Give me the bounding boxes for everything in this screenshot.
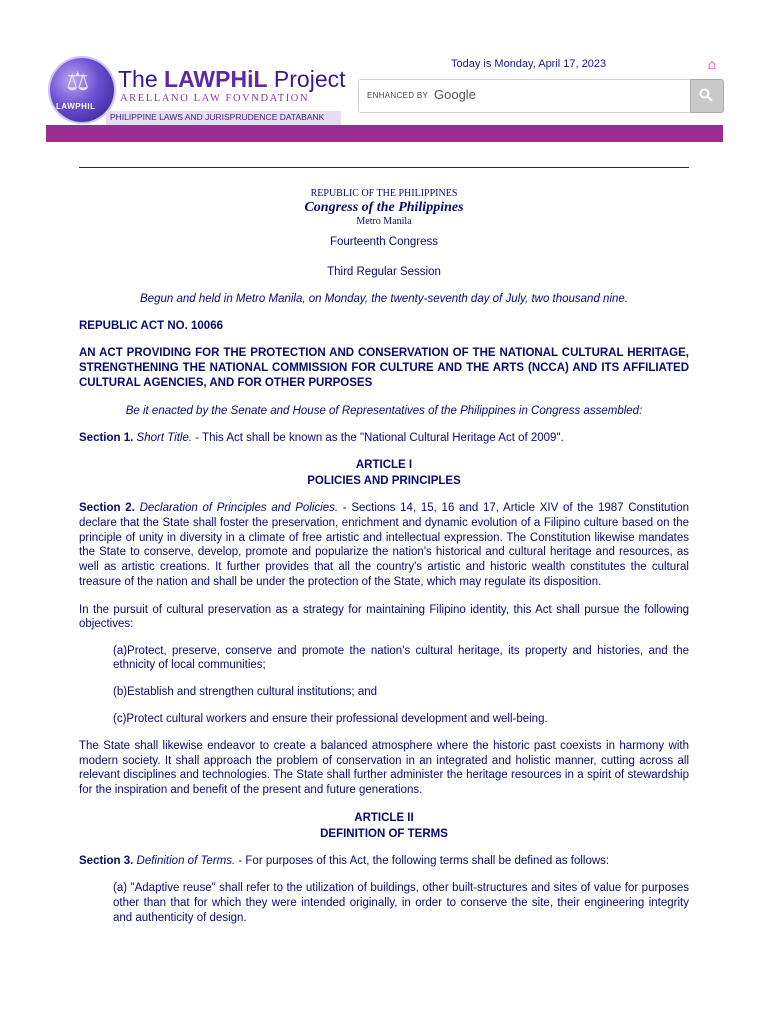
search-button[interactable]: [690, 79, 724, 113]
google-logo: Google: [434, 87, 476, 102]
article-1-number: ARTICLE I: [355, 459, 413, 471]
act-title: AN ACT PROVIDING FOR THE PROTECTION AND CONSERVATION OF THE NATIONAL CULTURAL HERITAGE, STRENGTHENING THE NATIONAL COMMISSION FOR CULTURE AND THE ARTS (NCCA) AND ITS AFFILIATED CULTURAL AGENCIES, AND FOR OTHER PURPOSES: [79, 347, 689, 389]
foundation-name: ARELLANO LAW FOVNDATION: [120, 93, 310, 104]
state-likewise-paragraph: The State shall likewise endeavor to create a balanced atmosphere where the historic past coexists in harmony with modern society. It shall approach the problem of conservation in an integrated and holistic manner, cutting across all relevant disciplines and technologies. The State shall further administer the heritage resources in a spirit of stewardship for the inspiration and benefit of the present and future generations.: [79, 739, 689, 797]
section-3: Section 3. Definition of Terms. - For purposes of this Act, the following terms shall be defined as follows:: [79, 854, 610, 867]
search-enhanced-label: ENHANCED BY: [367, 91, 429, 100]
scales-of-justice-icon: ⚖: [66, 66, 90, 96]
objective-c: (c)Protect cultural workers and ensure their professional development and well-being.: [113, 712, 548, 725]
republic-heading: REPUBLIC OF THE PHILIPPINES: [310, 188, 458, 199]
ra-number: REPUBLIC ACT NO. 10066: [79, 320, 223, 332]
article-1-title: POLICIES AND PRINCIPLES: [307, 475, 461, 487]
pursuit-paragraph: In the pursuit of cultural preservation as a strategy for maintaining Filipino identity, this Act shall pursue the following objectives:: [79, 603, 689, 630]
databank-banner: PHILIPPINE LAWS AND JURISPRUDENCE DATABANK: [106, 111, 341, 125]
document-body: [79, 183, 689, 925]
enacting-clause: Be it enacted by the Senate and House of Representatives of the Philippines in Congress assembled:: [125, 405, 643, 417]
search-input[interactable]: [358, 79, 692, 113]
objective-a: (a)Protect, preserve, conserve and promote the nation's cultural heritage, its property and histories, and the ethnicity of local communities;: [113, 644, 689, 671]
current-date: Today is Monday, April 17, 2023: [451, 58, 607, 70]
section-2: Section 2. Declaration of Principles and Policies. - Sections 14, 15, 16 and 17, Article XIV of the 1987 Constitution declare that the State shall foster the preservation, enrichment and dynamic evolution of a Filipino culture based on the principle of unity in diversity in a climate of free artistic and intellectual expression. The Constitution likewise mandates the State to conserve, develop, promote and popularize the nation's historical and cultural heritage and resources, as well as artistic creations. It further provides that all the country's artistic and historic wealth constitutes the cultural treasure of the nation and shall be under the protection of the State, which may regulate its disposition.: [79, 502, 689, 588]
site-header: [46, 54, 723, 142]
metro-manila: Metro Manila: [356, 216, 412, 227]
logo-text: LAWPHIL: [56, 102, 96, 111]
article-2-number: ARTICLE II: [354, 811, 414, 824]
fourteenth-congress: Fourteenth Congress: [329, 236, 439, 248]
lawphil-logo[interactable]: [50, 58, 114, 122]
article-2-title: DEFINITION OF TERMS: [320, 827, 448, 840]
congress-heading: Congress of the Philippines: [304, 200, 464, 215]
divider: [79, 167, 689, 168]
site-title[interactable]: The LAWPHiL Project: [118, 66, 346, 92]
home-icon[interactable]: ⌂: [707, 56, 717, 72]
regular-session: Third Regular Session: [327, 266, 441, 278]
objective-b: (b)Establish and strengthen cultural institutions; and: [113, 685, 378, 698]
search-icon: [699, 88, 713, 102]
begun-clause: Begun and held in Metro Manila, on Monday, the twenty-seventh day of July, two thousand nine.: [140, 293, 628, 305]
section-1: Section 1. Short Title. - This Act shall be known as the "National Cultural Heritage Act of 2009".: [79, 432, 564, 444]
definition-a: (a) "Adaptive reuse" shall refer to the utilization of buildings, other built-structures and sites of value for purposes other than that for which they were intended originally, in order to conserve the site, their engineering integrity and authenticity of design.: [113, 881, 689, 924]
header-bar: [46, 125, 723, 142]
